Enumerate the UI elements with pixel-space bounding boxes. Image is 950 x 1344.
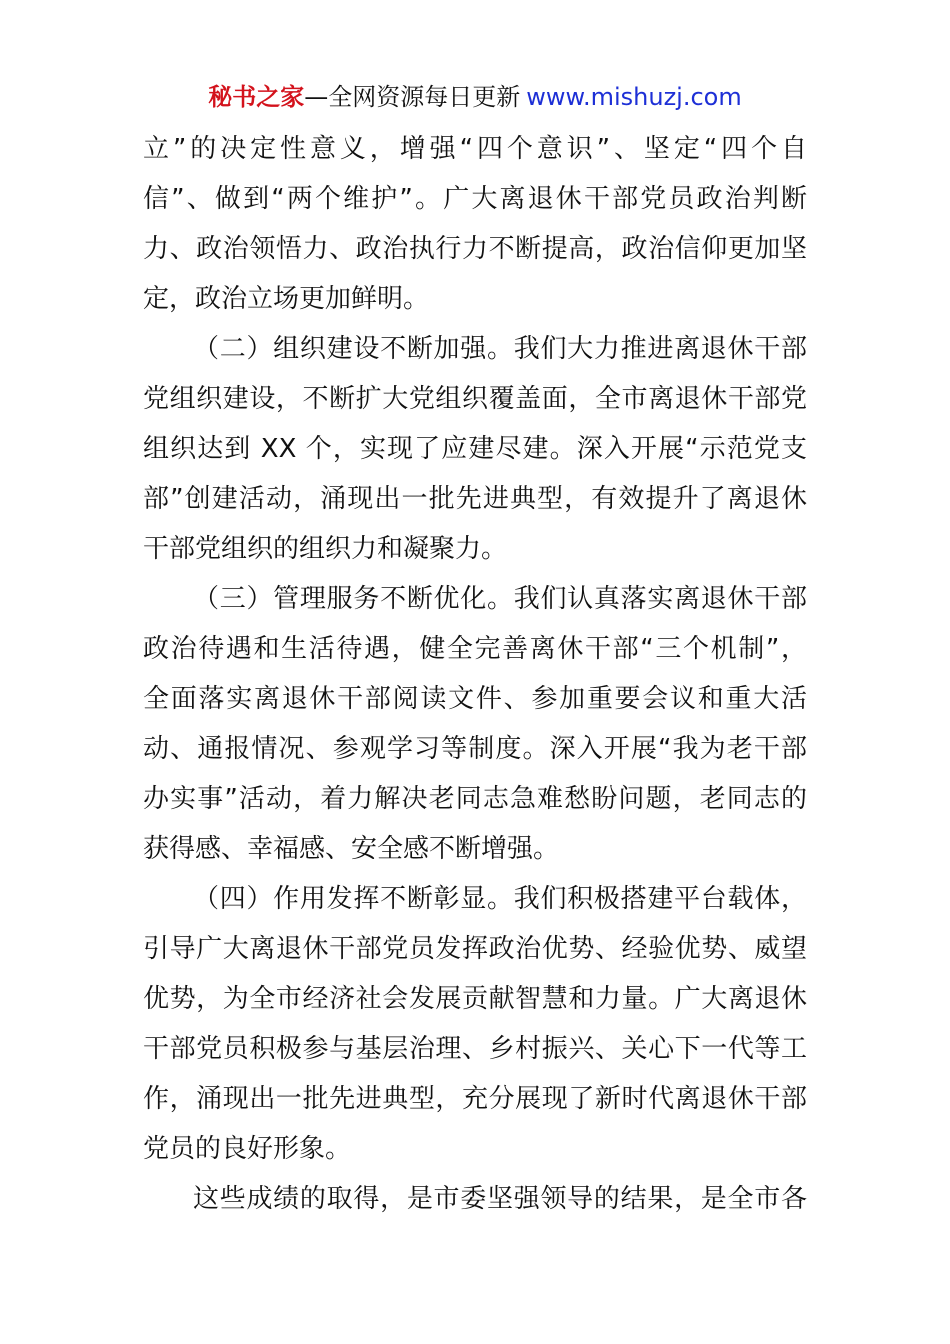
text-line: 部”创建活动，涌现出一批先进典型，有效提升了离退休 [143,484,807,514]
text-line: 作，涌现出一批先进典型，充分展现了新时代离退休干部 [143,1084,807,1114]
paragraph [143,1174,807,1224]
site-url-link[interactable]: www.mishuzj.com [526,83,742,111]
text-line: 党组织建设，不断扩大党组织覆盖面，全市离退休干部党 [143,384,807,414]
text-line: 党员的良好形象。 [143,1134,352,1164]
header-tagline: 全网资源每日更新 [328,83,521,111]
site-header [0,80,950,114]
text-line: 干部党组织的组织力和凝聚力。 [143,534,508,564]
text-line: （四）作用发挥不断彰显。我们积极搭建平台载体， [193,884,807,914]
paragraph [143,124,807,324]
text-line: 立”的决定性意义，增强“四个意识”、坚定“四个自 [143,134,807,164]
text-line: 获得感、幸福感、安全感不断增强。 [143,834,560,864]
text-line: 动、通报情况、参观学习等制度。深入开展“我为老干部 [143,734,807,764]
text-line: 定，政治立场更加鲜明。 [143,284,430,314]
text-line: 干部党员积极参与基层治理、乡村振兴、关心下一代等工 [143,1034,807,1064]
paragraph [143,874,807,1174]
text-line: 这些成绩的取得，是市委坚强领导的结果，是全市各 [193,1184,807,1214]
text-line: 组织达到 XX 个，实现了应建尽建。深入开展“示范党支 [143,434,807,464]
text-line: 引导广大离退休干部党员发挥政治优势、经验优势、威望 [143,934,807,964]
text-line: （二）组织建设不断加强。我们大力推进离退休干部 [193,334,807,364]
paragraph [143,574,807,874]
document-body [143,124,807,1224]
text-line: 全面落实离退休干部阅读文件、参加重要会议和重大活 [143,684,807,714]
site-brand: 秘书之家 [208,83,305,111]
text-line: 政治待遇和生活待遇，健全完善离休干部“三个机制”， [143,634,807,664]
paragraph [143,324,807,574]
text-line: 办实事”活动，着力解决老同志急难愁盼问题，老同志的 [143,784,807,814]
text-line: 力、政治领悟力、政治执行力不断提高，政治信仰更加坚 [143,234,807,264]
text-line: 优势，为全市经济社会发展贡献智慧和力量。广大离退休 [143,984,807,1014]
text-line: （三）管理服务不断优化。我们认真落实离退休干部 [193,584,807,614]
header-dash: — [304,83,329,111]
text-line: 信”、做到“两个维护”。广大离退休干部党员政治判断 [143,184,807,214]
